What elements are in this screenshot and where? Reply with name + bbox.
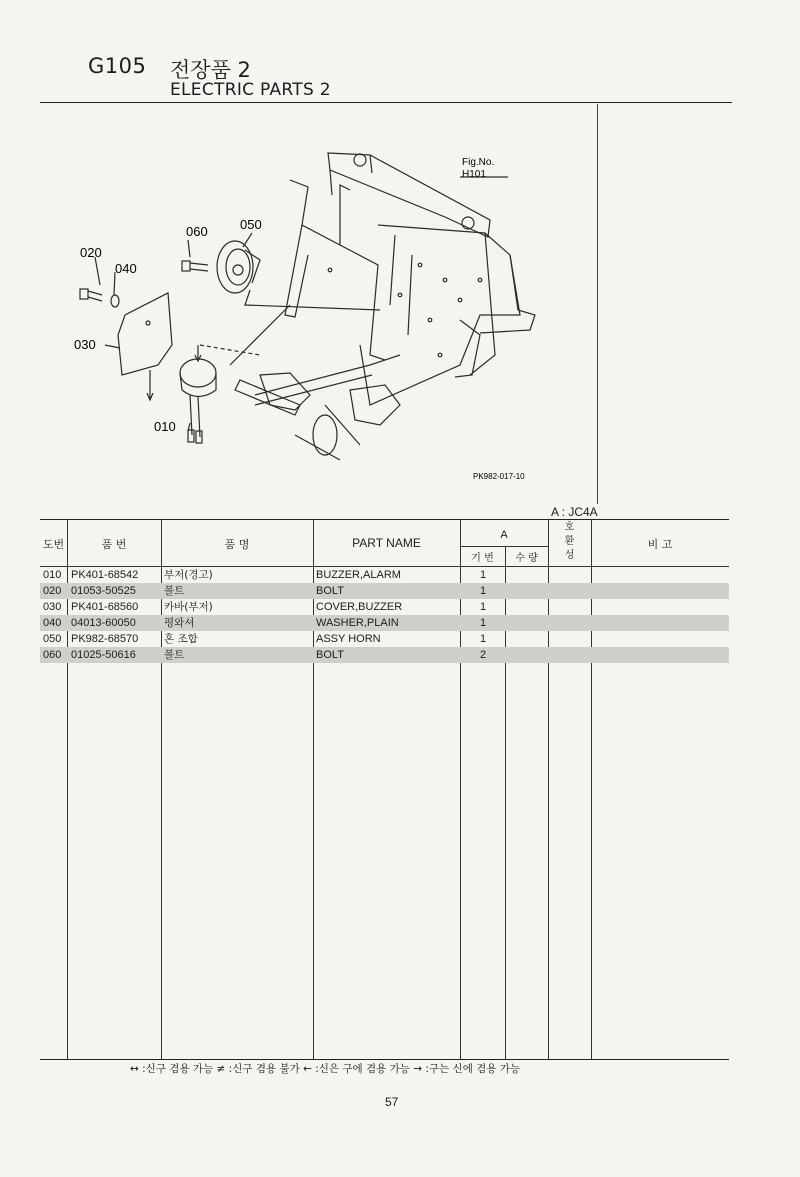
cell-ref: 020: [43, 585, 62, 597]
cell-name-korean: 부저(경고): [164, 569, 213, 581]
cell-ref: 030: [43, 601, 62, 613]
table-row: [40, 583, 729, 599]
table-row: [40, 599, 729, 615]
interchangeability-legend: ↔ :신구 겸용 가능 ≠ :신구 겸용 불가 ← :신은 구에 겸용 가능 → :구는 신에 겸용 가능: [130, 1063, 521, 1075]
header-sub-rule: [460, 546, 548, 547]
cell-qty: 1: [480, 585, 487, 597]
page-number: 57: [385, 1095, 399, 1109]
cell-ref: 050: [43, 633, 62, 645]
table-row: [40, 615, 729, 631]
cell-name-korean: 볼트: [164, 649, 185, 661]
cell-name-korean: 볼트: [164, 585, 185, 597]
cell-part-name: WASHER,PLAIN: [316, 617, 399, 629]
cell-name-korean: 평와셔: [164, 617, 195, 629]
cell-name-korean: 카바(부저): [164, 601, 213, 613]
cell-part-no: PK982-68570: [71, 633, 139, 645]
parts-table: [40, 519, 729, 1060]
cell-qty: 1: [480, 569, 487, 581]
cell-part-name: BOLT: [316, 585, 344, 597]
header-part-name: PART NAME: [352, 536, 421, 550]
model-note: A : JC4A: [551, 505, 598, 519]
cell-part-no: 01053-50525: [71, 585, 136, 597]
cell-ref: 060: [43, 649, 62, 661]
header-model-group: A: [500, 529, 508, 541]
section-code: G105: [88, 54, 147, 78]
table-row: [40, 647, 729, 663]
header-model-number: 기 번: [471, 553, 494, 564]
fig-number-ref: H101: [462, 169, 486, 180]
cell-ref: 040: [43, 617, 62, 629]
cell-part-name: COVER,BUZZER: [316, 601, 403, 613]
callout-010: 010: [154, 419, 176, 434]
header-rule: [40, 102, 732, 103]
header-part-no: 품 번: [101, 538, 127, 551]
callout-020: 020: [80, 245, 102, 260]
section-title-english: ELECTRIC PARTS 2: [170, 80, 331, 100]
cell-part-name: ASSY HORN: [316, 633, 381, 645]
cell-qty: 2: [480, 649, 487, 661]
table-row: [40, 631, 729, 647]
cell-part-no: 01025-50616: [71, 649, 136, 661]
callout-040: 040: [115, 261, 137, 276]
cell-name-korean: 혼 조합: [164, 633, 198, 645]
header-quantity: 수 량: [515, 553, 538, 564]
cell-qty: 1: [480, 633, 487, 645]
callout-060: 060: [186, 224, 208, 239]
fig-number-label: Fig.No.: [462, 157, 495, 168]
table-row: [40, 567, 729, 583]
cell-part-no: PK401-68542: [71, 569, 139, 581]
header-interchangeability: 호 환 성: [564, 522, 575, 561]
cell-part-no: PK401-68560: [71, 601, 139, 613]
cell-qty: 1: [480, 617, 487, 629]
header-remarks: 비 고: [647, 538, 673, 551]
cell-ref: 010: [43, 569, 62, 581]
exploded-parts-diagram: [40, 105, 600, 505]
callout-050: 050: [240, 217, 262, 232]
header-part-name-korean: 품 명: [224, 538, 250, 551]
drawing-reference: PK982-017-10: [473, 472, 525, 481]
header-ref-no: 도번: [42, 538, 65, 551]
cell-part-no: 04013-60050: [71, 617, 136, 629]
cell-part-name: BOLT: [316, 649, 344, 661]
section-title-korean: 전장품 2: [170, 58, 251, 82]
callout-030: 030: [74, 337, 96, 352]
cell-qty: 1: [480, 601, 487, 613]
cell-part-name: BUZZER,ALARM: [316, 569, 401, 581]
